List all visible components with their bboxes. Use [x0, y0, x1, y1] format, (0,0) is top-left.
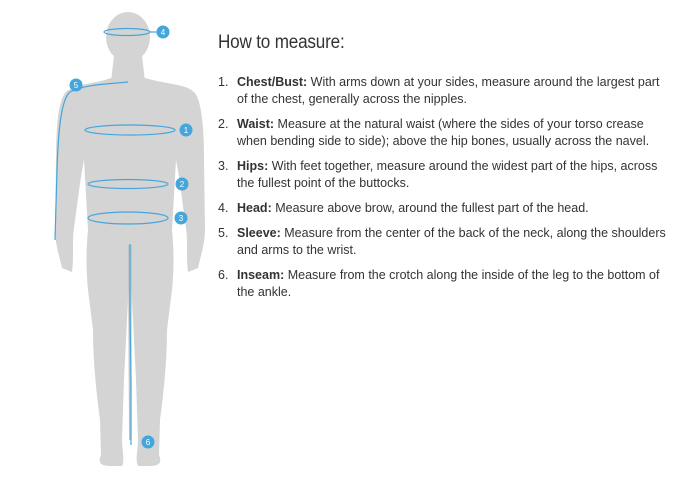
item-description: Measure above brow, around the fullest part of the head. [275, 201, 589, 215]
badge-hips [175, 212, 188, 225]
measurement-guide [218, 32, 668, 309]
list-item-inseam [218, 267, 668, 301]
badge-label: 4 [160, 28, 166, 37]
item-term: Head: [237, 201, 272, 215]
badge-label: 6 [145, 438, 151, 447]
badge-label: 1 [183, 126, 189, 135]
item-number: 6. [218, 268, 229, 282]
list-item-waist [218, 116, 668, 150]
badge-inseam [142, 436, 155, 449]
item-term: Hips: [237, 159, 269, 173]
badge-label: 2 [179, 180, 185, 189]
item-description: With feet together, measure around the widest part of the hips, across the fullest point of the buttocks. [237, 159, 658, 190]
list-item-sleeve [218, 225, 668, 259]
badge-label: 3 [178, 214, 184, 223]
item-term: Sleeve: [237, 226, 281, 240]
list-item-hips [218, 158, 668, 192]
badge-label: 5 [73, 81, 79, 90]
item-description: Measure from the center of the back of the neck, along the shoulders and arms to the wrist. [237, 226, 666, 257]
measurement-list [218, 74, 668, 301]
badge-sleeve [70, 79, 83, 92]
item-term: Waist: [237, 117, 275, 131]
item-term: Chest/Bust: [237, 75, 308, 89]
item-term: Inseam: [237, 268, 285, 282]
item-description: With arms down at your sides, measure around the largest part of the chest, generally across the nipples. [237, 75, 660, 106]
body-figure-illustration [0, 0, 215, 485]
badge-head [150, 26, 170, 39]
list-item-head [218, 200, 668, 217]
body-figure-svg [0, 0, 215, 485]
list-item-chest-bust [218, 74, 668, 108]
item-description: Measure at the natural waist (where the sides of your torso crease when bending side to side); above the hip bones, usually across the navel. [237, 117, 650, 148]
item-description: Measure from the crotch along the inside of the leg to the bottom of the ankle. [237, 268, 660, 299]
item-number: 1. [218, 75, 229, 89]
item-number: 2. [218, 117, 229, 131]
item-number: 3. [218, 159, 229, 173]
item-number: 4. [218, 201, 229, 215]
guide-title: How to measure: [218, 32, 345, 53]
item-number: 5. [218, 226, 229, 240]
badge-chest [180, 124, 193, 137]
badge-waist [176, 178, 189, 191]
